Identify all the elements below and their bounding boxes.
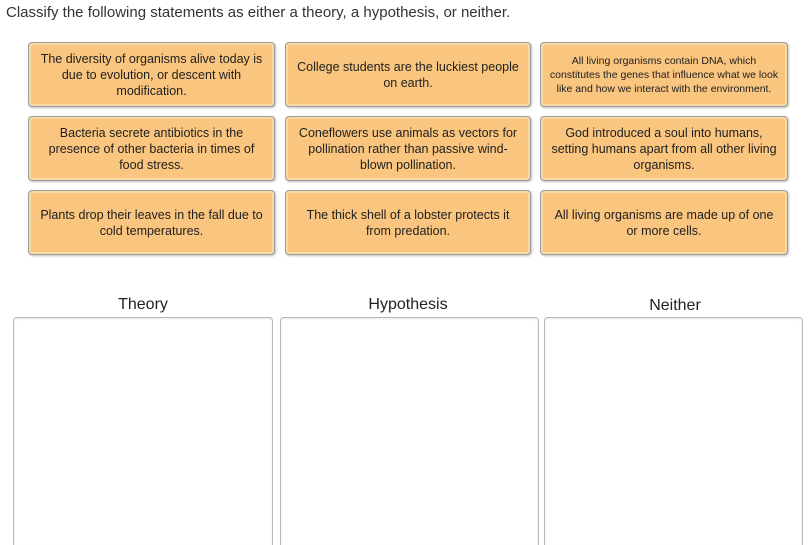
statement-card-dna[interactable]: All living organisms contain DNA, which constitutes the genes that influence what we look like and how we interact with the environment. bbox=[540, 42, 788, 107]
category-label-theory: Theory bbox=[118, 296, 168, 313]
drop-zone-hypothesis[interactable] bbox=[280, 317, 539, 545]
statement-card-cells[interactable]: All living organisms are made up of one or more cells. bbox=[540, 190, 788, 255]
category-label-neither: Neither bbox=[649, 297, 701, 314]
statement-card-bacteria-antibiotics[interactable]: Bacteria secrete antibiotics in the presence of other bacteria in times of food stress. bbox=[28, 116, 275, 181]
question-prompt: Classify the following statements as either a theory, a hypothesis, or neither. bbox=[6, 4, 511, 21]
statement-card-coneflowers[interactable]: Coneflowers use animals as vectors for pollination rather than passive wind-blown pollination. bbox=[285, 116, 531, 181]
category-label-hypothesis: Hypothesis bbox=[368, 296, 448, 313]
drop-zone-theory[interactable] bbox=[13, 317, 273, 545]
statement-card-evolution[interactable]: The diversity of organisms alive today is due to evolution, or descent with modification. bbox=[28, 42, 275, 107]
drop-zone-neither[interactable] bbox=[544, 317, 803, 545]
statement-card-soul[interactable]: God introduced a soul into humans, setting humans apart from all other living organisms. bbox=[540, 116, 788, 181]
statement-card-college-students[interactable]: College students are the luckiest people on earth. bbox=[285, 42, 531, 107]
statement-card-plants-leaves[interactable]: Plants drop their leaves in the fall due to cold temperatures. bbox=[28, 190, 275, 255]
statement-card-lobster-shell[interactable]: The thick shell of a lobster protects it from predation. bbox=[285, 190, 531, 255]
